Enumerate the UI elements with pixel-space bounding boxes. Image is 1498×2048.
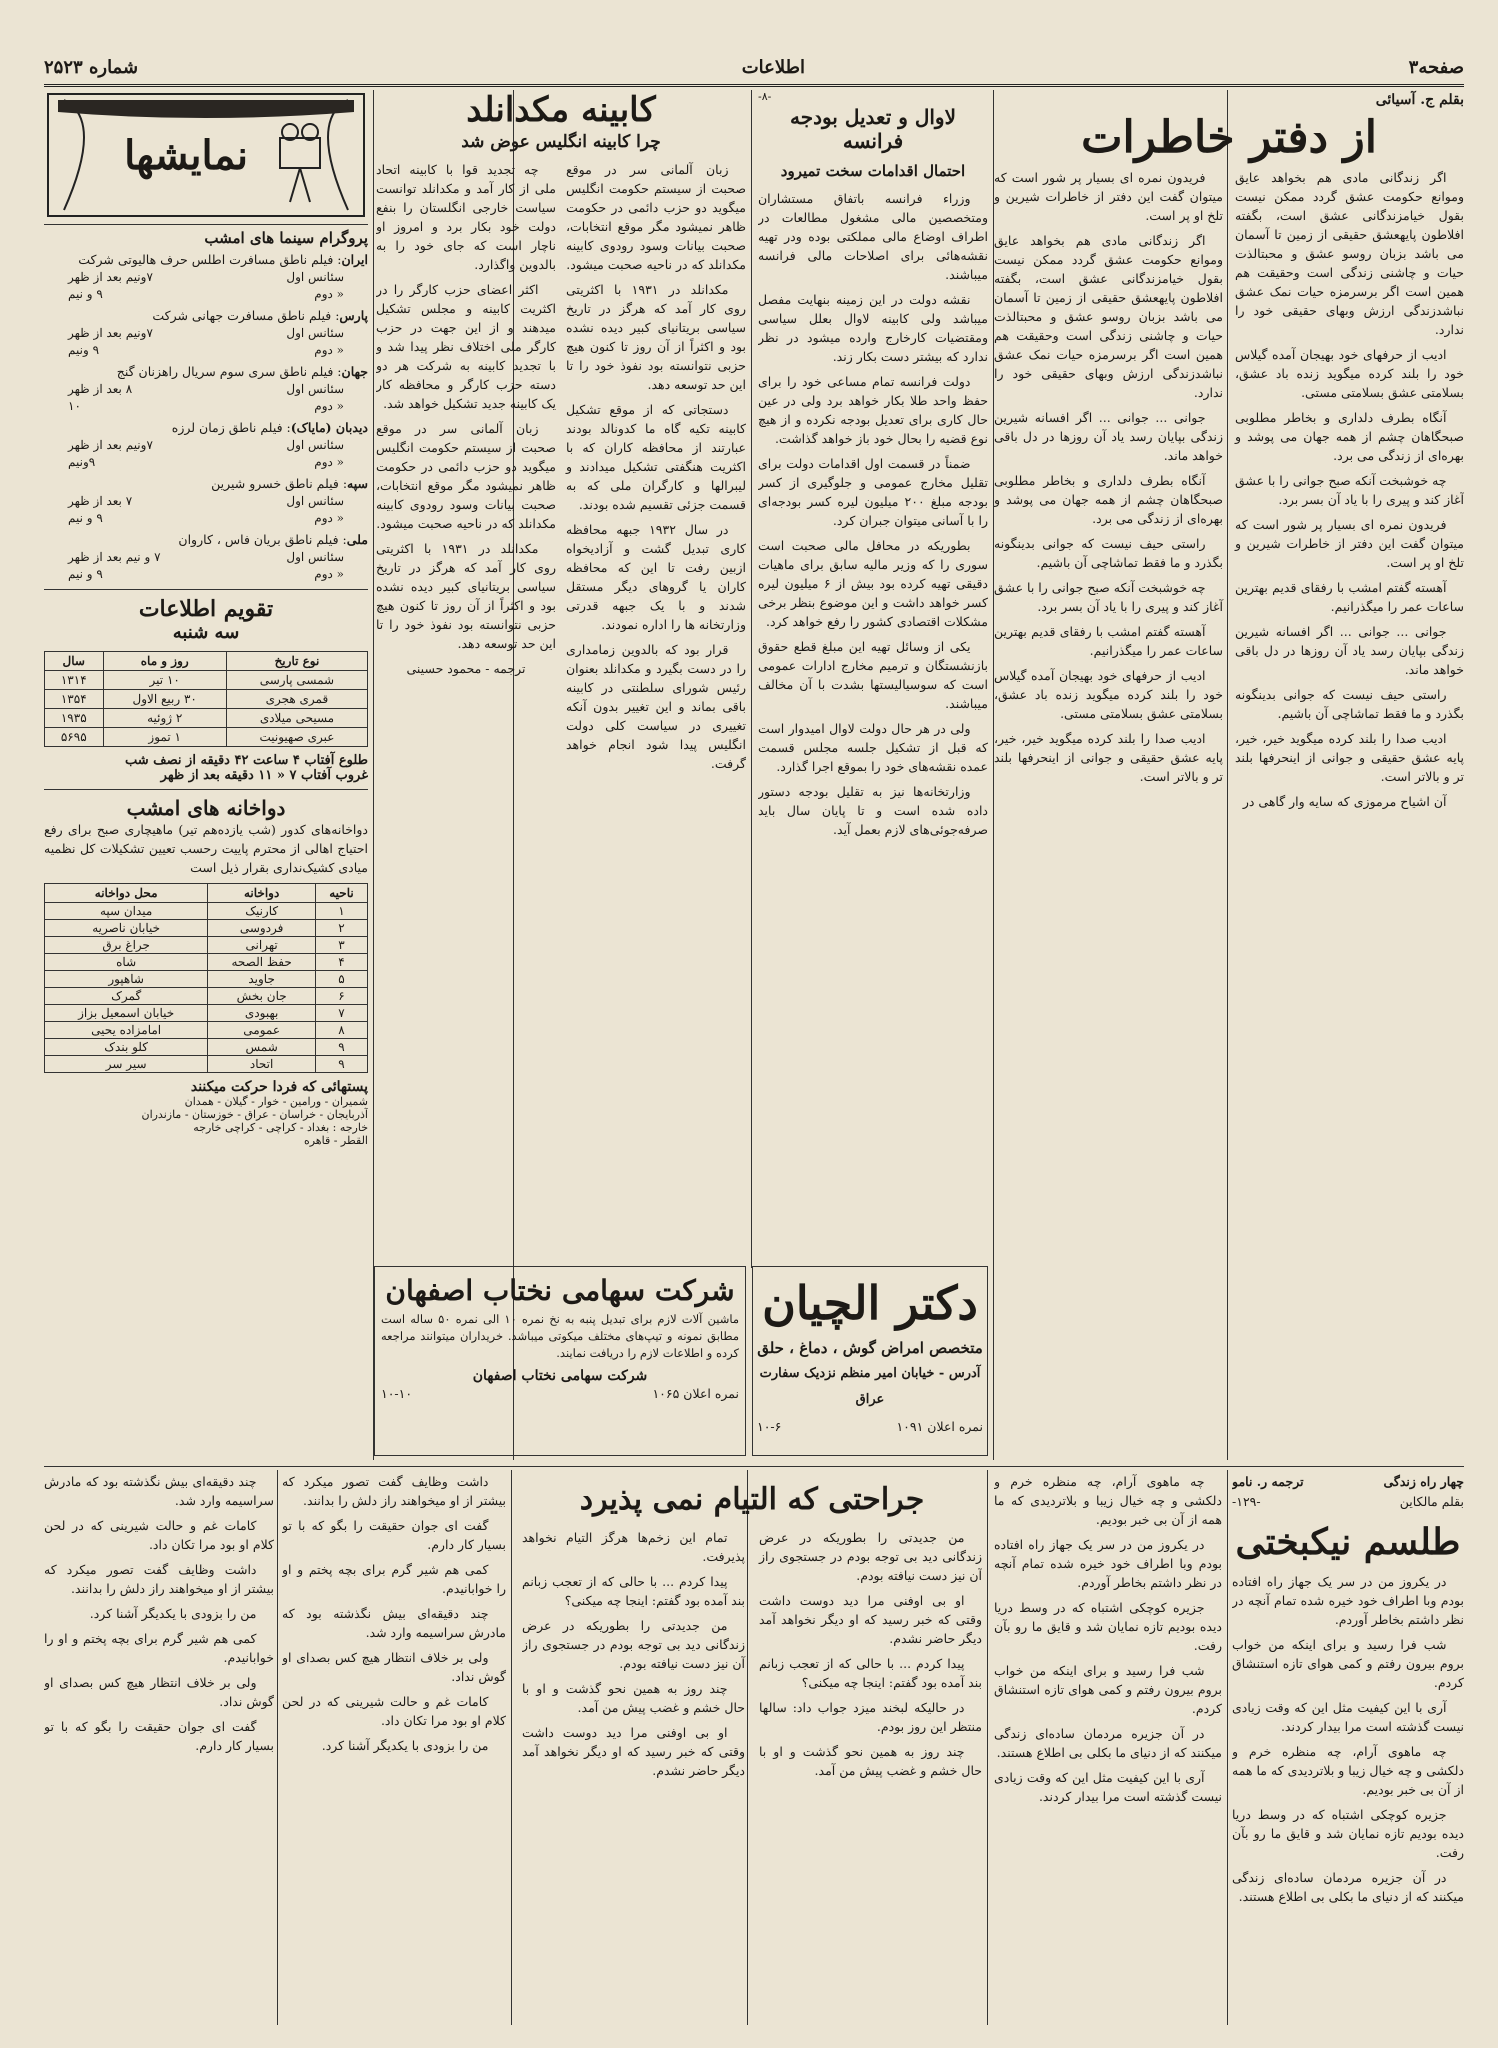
misc-paragraph: من را بزودی با یکدیگر آشنا کرد. xyxy=(321,1738,489,1753)
table-cell: شاهپور xyxy=(45,971,208,988)
table-cell: شمسی پارسی xyxy=(226,671,367,690)
table-row xyxy=(45,709,368,728)
serial-story-continued xyxy=(994,1472,1222,2022)
cinema-name: ملی xyxy=(346,532,368,547)
sunset: غروب آفتاب ۷ « ۱۱ دقیقه بعد از ظهر xyxy=(160,768,368,783)
memoir-paragraph: آهسته گفتم امشب با رفقای قدیم بهترین ساعات عمر را میگذرانیم. xyxy=(994,624,1223,658)
serial-paragraph: شب فرا رسید و برای اینکه من خواب بروم بیرون رفتم و کمی هوای تازه استنشاق کردم. xyxy=(1232,1637,1464,1690)
memoir-paragraph: چه خوشبخت آنکه صبح جوانی را با عشق آغاز کند و پیری را با یاد آن بسر برد. xyxy=(1235,473,1464,507)
continued-text xyxy=(282,1472,506,2022)
cinema-heading: پروگرام سینما های امشب xyxy=(204,229,368,247)
showtime-value: ۷ بعد از ظهر xyxy=(68,494,133,508)
memoir-paragraph: آنگاه بطرف دلداری و بخاطر مطلوبی صبحگاهان چشم از همه جهان می پوشد و بهره‌ای از زندگی می برد. xyxy=(994,473,1223,526)
calendar-day: سه شنبه xyxy=(172,622,240,643)
cabinet-article xyxy=(376,90,746,1260)
cabinet-subtitle: چرا کابینه انگلیس عوض شد xyxy=(461,132,661,152)
pharmacy-intro: دواخانه‌های کدور (شب یازده‌هم تیر) ماهیچاری صبح برای رفع احتیاج اهالی از محترم پاییت رحسب تعیین تشکیلات کل نظمیه میادی کشیک‌نداری بقرار ذیل است xyxy=(44,822,368,875)
showtime-value: ۷ونیم بعد از ظهر xyxy=(68,326,153,340)
showtime-label: سئانس اول xyxy=(286,326,344,340)
table-cell: فردوسی xyxy=(208,920,316,937)
memoir-byline: بقلم ج. آسیائی xyxy=(1375,92,1464,108)
serial-paragraph: در یکروز من در سر یک جهاز راه افتاده بودم وبا اطراف خود خیره شده تمام آنچه در نظر داشتم بخاطر آوردم. xyxy=(994,1537,1222,1590)
table-cell: جراغ برق xyxy=(45,937,208,954)
misc-paragraph: داشت وظایف گفت تصور میکرد که بیشتر از او میخواهند راز دلش را بدانند. xyxy=(44,1562,274,1596)
table-cell: بهبودی xyxy=(208,1005,316,1022)
table-cell: شاه xyxy=(45,954,208,971)
misc-paragraph: من را بزودی با یکدیگر آشنا کرد. xyxy=(89,1606,257,1621)
page-header xyxy=(44,50,1464,87)
surgery-paragraph: من جدیدتی را بطوریکه در عرض زندگانی دید بی توجه بودم در جستجوی راز آن نیز دست نیافته بودم. xyxy=(522,1618,745,1671)
showtime-value: ۷ونیم بعد از ظهر xyxy=(68,438,153,452)
showtime-label: سئانس اول xyxy=(286,382,344,396)
surgery-paragraph: چند روز به همین نحو گذشت و او با حال خشم و غضب پیش من آمد. xyxy=(759,1744,982,1778)
table-cell: ۱ تموز xyxy=(103,728,226,747)
budget-paragraph: دولت فرانسه تمام مساعی خود را برای حفظ واحد طلا بکار خواهد برد ولی در عین حال کاری برای تعدیل بودجه نکرده و از هیچ نوع قضیه را بحال خود باز خواهد گذاشت. xyxy=(758,374,988,446)
divider xyxy=(44,224,368,225)
surgery-paragraph: تمام این زخم‌ها هرگز التیام نخواهد پذیرفت. xyxy=(522,1530,745,1564)
cinema-film: فیلم ناطق خسرو شیرین xyxy=(211,476,339,491)
cinema-film: فیلم ناطق مسافرت اطلس حرف هالیوتی شرکت xyxy=(78,252,334,267)
table-cell: قمری هجری xyxy=(226,690,367,709)
serial-paragraph: در آن جزیره مردمان ساده‌ای زندگی میکنند که از دنیای ما بکلی بی اطلاع هستند. xyxy=(994,1726,1222,1760)
cabinet-paragraph: زبان آلمانی سر در موقع صحبت از سیستم حکومت انگلیس میگوید دو حزب دائمی در حکومت ظاهر نمیشود مگر موقع انتخابات، صحبت بیانات وسود رودوی کابینه مکدانلد که در ناحیه صحبت میشود. xyxy=(566,162,746,272)
calendar-heading: تقویم اطلاعات xyxy=(138,596,274,622)
showtime-value: ۷ونیم بعد از ظهر xyxy=(68,270,153,284)
serial-paragraph: آری با این کیفیت مثل این که وقت زیادی نیست گذشته است مرا بیدار کردند. xyxy=(1232,1700,1464,1734)
serial-paragraph: چه ماهوی آرام، چه منظره خرم و دلکشی و چه خیال زیبا و بلاتردیدی که ما همه از آن بی خبر بودیم. xyxy=(994,1474,1222,1527)
cinema-logo xyxy=(44,90,368,220)
table-cell: اتحاد xyxy=(208,1056,316,1073)
serial-translator: ترجمه ر. نامو xyxy=(1232,1474,1304,1489)
table-cell: جاوید xyxy=(208,971,316,988)
misc-paragraph: چند دقیقه‌ای بیش نگذشته بود که مادرش سراسیمه وارد شد. xyxy=(44,1474,274,1508)
cabinet-paragraph: در سال ۱۹۳۲ جبهه محافظه کاری تبدیل گشت و آزادیخواه ازبین رفت تا این که محافظه کاران یا گروهای دیگر مستقل شدند و با یک جبهه قدرتی وزارتخانه ها را اداره نمودند. xyxy=(566,522,746,632)
surgery-article xyxy=(522,1472,982,2022)
cinema-entry xyxy=(44,307,368,359)
continued-text-2 xyxy=(44,1472,274,2022)
memoir-paragraph: اگر زندگانی مادی هم بخواهد عایق وموانع حکومت عشق گردد ممکن نیست بقول خیامزندگانی عشق است، بگفته افلاطون پایهعشق حقیقی از زمین تا آسمان می باشد بزبان روسو عشق و محبتالذت حیات و چاشنی زندگی است وحقیقت هم همین است اگر برسرمزه حیات نمک عشق نباشدزندگی ارزش وبهای حقیقی خود را ندارد. xyxy=(1235,170,1464,337)
table-cell: سیر سر xyxy=(45,1056,208,1073)
cinema-entry xyxy=(44,251,368,303)
table-cell: ۱۹۳۵ xyxy=(45,709,104,728)
cinema-entry xyxy=(44,363,368,415)
pharmacy-header: دواخانه xyxy=(208,884,316,903)
cabinet-title: کابینه مکدانلد xyxy=(466,90,656,130)
doctor-ad-ref: نمره اعلان ۱۰۹۱ xyxy=(896,1419,983,1434)
doctor-ad xyxy=(752,1266,988,1456)
pharmacy-table xyxy=(44,883,368,1073)
cinema-entry xyxy=(44,531,368,583)
divider xyxy=(44,789,368,790)
cinema-film: فیلم ناطق بریان فاس ، کاروان xyxy=(178,532,339,547)
separator: : xyxy=(282,420,291,435)
table-cell: ۶ xyxy=(315,988,367,1005)
budget-paragraph: یکی از وسائل تهیه این مبلغ قطع حقوق بازنشستگان و ترمیم مخارج ادارات عمومی است که سوسیالیستها بشدت با آن مخالف میباشند. xyxy=(758,639,988,711)
table-cell: ۷ xyxy=(315,1005,367,1022)
memoir-paragraph: ادیب از حرفهای خود بهیجان آمده گیلاس خود را بلند کرده میگوید زنده باد عشق، بسلامتی عشق بسلامتی مستی. xyxy=(994,668,1223,721)
memoir-paragraph: آهسته گفتم امشب با رفقای قدیم بهترین ساعات عمر را میگذرانیم. xyxy=(1235,580,1464,614)
cinema-film: فیلم ناطق زمان لرزه xyxy=(171,420,283,435)
table-cell: ۸ xyxy=(315,1022,367,1039)
cabinet-paragraph: چه تجدید قوا با کابینه اتحاد ملی از کار آمد و مکدانلد توانست سیاست خارجی انگلستان را بنفع دولت خود بکار برد و امروز او ناچار است که جای خود را به بالدوین واگذارد. xyxy=(376,162,556,272)
table-cell: عمومی xyxy=(208,1022,316,1039)
section-divider xyxy=(44,1466,1464,1467)
table-cell: کلو بندک xyxy=(45,1039,208,1056)
surgery-paragraph: پیدا کردم ... با حالی که از تعجب زبانم بند آمده بود گفتم: اینجا چه میکنی؟ xyxy=(522,1574,745,1608)
pharmacy-header: محل دواخانه xyxy=(45,884,208,903)
showtime-label: سئانس اول xyxy=(286,438,344,452)
budget-paragraph: نقشه دولت در این زمینه بنهایت مفصل میباشد ولی کابینه لاوال بعلل سیاسی ومقتضیات کارخارج وارده میشود در نظر ندارد که بیشتر دست بکار زند. xyxy=(758,292,988,364)
budget-subtitle: احتمال اقدامات سخت تمیرود xyxy=(780,162,966,180)
showtime-label: « دوم xyxy=(314,399,344,413)
surgery-paragraph: من جدیدتی را بطوریکه در عرض زندگانی دید بی توجه بودم در جستجوی راز آن نیز دست نیافته بودم. xyxy=(759,1530,982,1583)
mail-heading: پستهائی که فردا حرکت میکنند xyxy=(190,1079,368,1095)
divider xyxy=(44,589,368,590)
table-cell: عبری صهیونیت xyxy=(226,728,367,747)
mail-line: شمیران - ورامین - خوار - گیلان - همدان xyxy=(184,1095,368,1108)
pharmacy-header: ناحیه xyxy=(315,884,367,903)
cabinet-paragraph: زبان آلمانی سر در موقع صحبت از سیستم حکومت انگلیس میگوید دو حزب دائمی در حکومت ظاهر نمیشود مگر موقع انتخابات، صحبت بیانات وسود رودوی کابینه مکدانلد که در ناحیه صحبت میشود. xyxy=(376,421,556,531)
table-cell: گمرک xyxy=(45,988,208,1005)
showtime-label: « دوم xyxy=(314,343,344,357)
misc-paragraph: داشت وظایف گفت تصور میکرد که بیشتر از او میخواهند راز دلش را بدانند. xyxy=(282,1474,506,1508)
cabinet-paragraph: مکدانلد در ۱۹۳۱ با اکثریتی روی کار آمد که هرگز در تاریخ سیاسی بریتانیای کبیر دیده نشده بود و اکثراً از آن روز تا کنون هیچ حزبی نتوانسته بود نفوذ خود را تا این حد توسعه دهد. xyxy=(376,541,556,651)
company-ad-ref2: ۱۰-۱۰ xyxy=(381,1386,413,1401)
serial-title: طلسم نیکبختی xyxy=(1235,1521,1461,1563)
table-cell: ۲ ژوئیه xyxy=(103,709,226,728)
column-rule xyxy=(277,1470,278,2025)
table-cell: ۳ xyxy=(315,937,367,954)
calendar-table xyxy=(44,651,368,747)
cinema-name: سپه xyxy=(347,476,368,491)
table-cell: ۱۳۵۴ xyxy=(45,690,104,709)
budget-paragraph: بطوریکه در محافل مالی صحبت است سوری را که وزیر مالیه سابق برای ماهیات دقیقی تهیه کرده بود بیش از ۶ میلیون لیره کسر خواهد داشت و این موضوع بنظر برخی مشکلات اقتصادی کشور را رفع خواهد کرد. xyxy=(758,538,988,629)
separator: : xyxy=(338,476,348,491)
calendar-header: نوع تاریخ xyxy=(226,652,367,671)
showtime-value: ۷ و نیم بعد از ظهر xyxy=(68,550,161,564)
budget-paragraph: ضمناً در قسمت اول اقدامات دولت برای تقلیل مخارج عمومی و جلوگیری از کسر بودجه مبلغ ۲۰۰ میلیون لیره کسر بودجه‌ای را با آسانی میتوان جبران کرد. xyxy=(758,456,988,528)
table-cell: ۳۰ ربیع الاول xyxy=(103,690,226,709)
table-row xyxy=(45,690,368,709)
column-rule xyxy=(751,90,752,1268)
budget-paragraph: وزراء فرانسه باتفاق مستشاران ومتخصصین مالی مشغول مطالعات در اطراف اوضاع مالی مملکتی بوده ودر تهیه نقشه‌هائی برای اصلاحات مالی فرانسه میباشند. xyxy=(758,191,988,282)
table-row xyxy=(45,903,368,920)
table-cell: ۵ xyxy=(315,971,367,988)
table-row xyxy=(45,920,368,937)
cinema-name: ایران xyxy=(341,252,368,267)
serial-number: -۱۲۹- xyxy=(1232,1494,1261,1509)
surgery-paragraph: او بی اوفنی مرا دید دوست داشت وقتی که خبر رسید که او دیگر نخواهد آمد دیگر حاضر نشدم. xyxy=(522,1725,745,1778)
memoir-paragraph: ادیب صدا را بلند کرده میگوید خیر، خیر، پایه عشق حقیقی و جوانی از اینحرفها بلند تر و بالاتر است. xyxy=(994,731,1223,784)
table-cell: ۴ xyxy=(315,954,367,971)
showtime-value: ۱۰ xyxy=(68,399,81,413)
serial-story xyxy=(1232,1472,1464,2022)
showtime-value: ۸ بعد از ظهر xyxy=(68,382,133,396)
surgery-paragraph: او بی اوفنی مرا دید دوست داشت وقتی که خبر رسید که او دیگر نخواهد آمد دیگر حاضر نشدم. xyxy=(759,1593,982,1646)
table-cell: شمس xyxy=(208,1039,316,1056)
cabinet-paragraph: دستجاتی که از موقع تشکیل کابینه تکیه گاه ما کدونالد بودند عبارتند از محافظه کاران که با اکثریت هنگفتی تشکیل میدادند و لیبرالها و کارگران ملی که به قسمت جزئی تقسیم شده بودند. xyxy=(566,402,746,512)
column-rule xyxy=(511,1470,512,2025)
company-ad-ref: نمره اعلان ۱۰۶۵ xyxy=(652,1386,739,1401)
misc-paragraph: کمی هم شیر گرم برای بچه پختم و او را خوابانیدم. xyxy=(44,1631,274,1665)
company-ad xyxy=(374,1266,746,1456)
misc-paragraph: ولی بر خلاف انتظار هیچ کس بصدای او گوش نداد. xyxy=(282,1650,506,1684)
serial-paragraph: آری با این کیفیت مثل این که وقت زیادی نیست گذشته است مرا بیدار کردند. xyxy=(994,1770,1222,1804)
serial-paragraph: شب فرا رسید و برای اینکه من خواب بروم بیرون رفتم و کمی هوای تازه استنشاق کردم. xyxy=(994,1663,1222,1716)
cinema-logo-text: نمایشها xyxy=(124,132,248,179)
separator: : xyxy=(333,252,342,267)
cinema-film: فیلم ناطق سری سوم سریال راهزنان گنج xyxy=(116,364,334,379)
company-name: شرکت سهامی نختاب اصفهان xyxy=(385,1274,735,1307)
table-cell: تهرانی xyxy=(208,937,316,954)
showtime-value: ۹ و نیم xyxy=(68,511,103,525)
cinema-entry xyxy=(44,475,368,527)
memoir-paragraph: آنگاه بطرف دلداری و بخاطر مطلوبی صبحگاهان چشم از همه جهان می پوشد و بهره‌ای از زندگی می برد. xyxy=(1235,410,1464,463)
memoir-paragraph: ادیب از حرفهای خود بهیجان آمده گیلاس خود را بلند کرده میگوید زنده باد عشق، بسلامتی عشق بسلامتی مستی. xyxy=(1235,347,1464,400)
budget-paragraph: وزارتخانه‌ها نیز به تقلیل بودجه دستور داده شده است و تا پایان سال باید صرفه‌جوئی‌های لازم بعمل آید. xyxy=(758,784,988,837)
table-row xyxy=(45,971,368,988)
calendar-header: روز و ماه xyxy=(103,652,226,671)
showtime-label: سئانس اول xyxy=(286,270,344,284)
table-cell: خیابان اسمعیل بزاز xyxy=(45,1005,208,1022)
misc-paragraph: کمی هم شیر گرم برای بچه پختم و او را خوابانیدم. xyxy=(282,1562,506,1596)
doctor-specialty: متخصص امراض گوش ، دماغ ، حلق xyxy=(757,1339,983,1357)
table-row xyxy=(45,728,368,747)
company-sign: شرکت سهامی نختاب اصفهان xyxy=(472,1368,648,1384)
pharmacy-heading: دواخانه های امشب xyxy=(126,796,286,820)
memoir-paragraph: جوانی ... جوانی ... اگر افسانه شیرین زندگی بپایان رسد یاد آن روزها در دل باقی خواهد ماند. xyxy=(1235,624,1464,677)
cabinet-credit: ترجمه - محمود حسینی xyxy=(406,661,526,676)
memoir-title: از دفتر خاطرات xyxy=(1081,112,1377,163)
table-row xyxy=(45,937,368,954)
table-cell: خیابان ناصریه xyxy=(45,920,208,937)
memoir-closing: آن اشیاح مرموزی که سایه وار گاهی در xyxy=(1242,794,1447,809)
table-row xyxy=(45,988,368,1005)
column-rule xyxy=(987,1470,988,2025)
memoir-paragraph: فریدون نمره ای بسیار پر شور است که میتوان گفت این دفتر از خاطرات شیرین و تلخ او پر است. xyxy=(1235,517,1464,570)
showtime-value: ۹ ونیم xyxy=(68,343,100,357)
table-cell: جان بخش xyxy=(208,988,316,1005)
table-row xyxy=(45,954,368,971)
showtime-value: ۹ونیم xyxy=(68,455,96,469)
cinema-entry xyxy=(44,419,368,471)
page-number: صفحه۳ xyxy=(1408,56,1464,78)
table-cell: ۱ xyxy=(315,903,367,920)
table-cell: ۲ xyxy=(315,920,367,937)
memoir-paragraph: اگر زندگانی مادی هم بخواهد عایق وموانع حکومت عشق گردد ممکن نیست بقول خیامزندگانی عشق است، بگفته افلاطون پایهعشق حقیقی از زمین تا آسمان می باشد بزبان روسو عشق و محبتالذت حیات و چاشنی زندگی است وحقیقت هم همین است اگر برسرمزه حیات نمک عشق نباشدزندگی ارزش وبهای حقیقی خود را ندارد. xyxy=(994,233,1223,400)
sunrise: طلوع آفتاب ۴ ساعت ۴۲ دقیقه از نصف شب xyxy=(125,753,368,768)
calendar-header: سال xyxy=(45,652,104,671)
doctor-ad-ref2: ۱۰-۶ xyxy=(757,1419,782,1434)
table-row xyxy=(45,1056,368,1073)
cabinet-paragraph: مکدانلد در ۱۹۳۱ با اکثریتی روی کار آمد که هرگز در تاریخ سیاسی بریتانیای کبیر دیده نشده بود و اکثراً از آن روز تا کنون هیچ حزبی نتوانسته بود نفوذ خود را تا این حد توسعه دهد. xyxy=(566,282,746,392)
surgery-paragraph: در حالیکه لبخند میزد جواب داد: سالها منتظر این روز بودم. xyxy=(759,1700,982,1734)
cinema-name: پارس xyxy=(339,308,368,323)
serial-paragraph: جزیره کوچکی اشتباه که در وسط دریا دیده بودیم تازه نمایان شد و قایق ما رو بآن رفت. xyxy=(994,1600,1222,1653)
column-rule xyxy=(373,90,374,1460)
table-row xyxy=(45,1022,368,1039)
company-text: ماشین آلات لازم برای تبدیل پنبه به نخ نمره ۱۰ الی نمره ۵۰ ساله است مطابق نمونه و تیپ‌های مختلف میکوتی میباشد. خریداران میتوانند مراجعه کرده و اطلاعات لازم را دریافت نمایند. xyxy=(381,1312,739,1360)
misc-paragraph: ولی بر خلاف انتظار هیچ کس بصدای او گوش نداد. xyxy=(44,1675,274,1709)
serial-paragraph: در یکروز من در سر یک جهاز راه افتاده بودم وبا اطراف خود خیره شده تمام آنچه در نظر داشتم بخاطر آوردم. xyxy=(1232,1574,1464,1627)
mail-line: القطر - قاهره xyxy=(303,1134,368,1147)
memoir-paragraph: فریدون نمره ای بسیار پر شور است که میتوان گفت این دفتر از خاطرات شیرین و تلخ او پر است. xyxy=(994,170,1223,223)
misc-paragraph: گفت ای جوان حقیقت را بگو که با تو بسیار کار دارم. xyxy=(44,1719,274,1753)
memoir-paragraph: راستی حیف نیست که جوانی بدینگونه بگذرد و ما فقط تماشاچی آن باشیم. xyxy=(994,536,1223,570)
surgery-title: جراحتی که التیام نمی پذیرد xyxy=(579,1482,925,1517)
showtime-label: « دوم xyxy=(314,567,344,581)
newspaper-name: اطلاعات xyxy=(741,56,805,78)
column-rule xyxy=(1227,1470,1228,2025)
table-cell: مسیحی میلادی xyxy=(226,709,367,728)
misc-paragraph: چند دقیقه‌ای بیش نگذشته بود که مادرش سراسیمه وارد شد. xyxy=(282,1606,506,1640)
showtime-label: سئانس اول xyxy=(286,550,344,564)
newspaper-page xyxy=(44,50,1464,2025)
table-cell: ۹ xyxy=(315,1056,367,1073)
memoir-paragraph: جوانی ... جوانی ... اگر افسانه شیرین زندگی بپایان رسد یاد آن روزها در دل باقی خواهد ماند. xyxy=(994,410,1223,463)
table-cell: کارنیک xyxy=(208,903,316,920)
separator: : xyxy=(331,308,340,323)
separator: : xyxy=(338,532,347,547)
budget-title: لاوال و تعدیل بودجه فرانسه xyxy=(789,105,956,153)
surgery-paragraph: چند روز به همین نحو گذشت و او با حال خشم و غضب پیش من آمد. xyxy=(522,1681,745,1715)
memoir-paragraph: ادیب صدا را بلند کرده میگوید خیر، خیر، پایه عشق حقیقی و جوانی از اینحرفها بلند تر و بالاتر است. xyxy=(1235,731,1464,784)
article-mark: -۸- xyxy=(758,90,772,103)
cabinet-paragraph: قرار بود که بالدوین زمامداری را در دست بگیرد و مکدانلد بعنوان رئیس شورای سلطنتی در کابینه باقی بماند و این تغییر بدون آنکه تغییری در سیاست کلی دولت انگلیس پیدا شود انجام خواهد گرفت. xyxy=(566,642,746,771)
issue-number: شماره ۲۵۲۳ xyxy=(44,56,139,78)
memoir-paragraph: راستی حیف نیست که جوانی بدینگونه بگذرد و ما فقط تماشاچی آن باشیم. xyxy=(1235,687,1464,721)
misc-paragraph: کامات غم و حالت شیرینی که در لحن کلام او بود مرا تکان داد. xyxy=(282,1694,506,1728)
cabinet-paragraph: اکثر اعضای حزب کارگر را در اکثریت کابینه و مجلس تشکیل میدهند و از این جهت در حزب کارگر ملی اختلاف نظر پیدا شد و با تجدید کابینه به شرکت هر دو دسته حزب کارگر و محافظه کار یک کابینه جدید تشکیل خواهد شد. xyxy=(376,282,556,411)
serial-paragraph: جزیره کوچکی اشتباه که در وسط دریا دیده بودیم تازه نمایان شد و قایق ما رو بآن رفت. xyxy=(1232,1807,1464,1860)
cinema-film: فیلم ناطق مسافرت جهانی شرکت xyxy=(152,308,332,323)
table-cell: میدان سپه xyxy=(45,903,208,920)
serial-paragraph: در آن جزیره مردمان ساده‌ای زندگی میکنند که از دنیای ما بکلی بی اطلاع هستند. xyxy=(1232,1870,1464,1904)
showtime-label: « دوم xyxy=(314,455,344,469)
serial-author: بقلم مالکاین xyxy=(1399,1494,1464,1509)
showtime-label: « دوم xyxy=(314,511,344,525)
table-cell: ۱۰ تیر xyxy=(103,671,226,690)
table-row xyxy=(45,1005,368,1022)
doctor-address: آدرس - خیابان امیر منظم نزدیک سفارت عراق xyxy=(759,1366,981,1407)
memoir-paragraph: چه خوشبخت آنکه صبح جوانی را با عشق آغاز کند و پیری را با یاد آن بسر برد. xyxy=(994,580,1223,614)
serial-section: چهار راه زندگی xyxy=(1383,1474,1464,1489)
budget-paragraph: ولی در هر حال دولت لاوال امیدوار است که قبل از تشکیل جلسه مجلس قسمت عمده نقشه‌های خود را بموقع اجرا گذارد. xyxy=(758,721,988,774)
table-cell: ۱۳۱۴ xyxy=(45,671,104,690)
misc-paragraph: گفت ای جوان حقیقت را بگو که با تو بسیار کار دارم. xyxy=(282,1518,506,1552)
mail-line: آذربایجان - خراسان - عراق - خوزستان - مازندران xyxy=(141,1108,368,1121)
cinema-name: جهان xyxy=(341,364,368,379)
showtime-label: سئانس اول xyxy=(286,494,344,508)
serial-paragraph: چه ماهوی آرام، چه منظره خرم و دلکشی و چه خیال زیبا و بلاتردیدی که ما همه از آن بی خبر بودیم. xyxy=(1232,1744,1464,1797)
table-cell: ۵۶۹۵ xyxy=(45,728,104,747)
table-row xyxy=(45,1039,368,1056)
misc-paragraph: کامات غم و حالت شیرینی که در لحن کلام او بود مرا تکان داد. xyxy=(44,1518,274,1552)
memoir-article xyxy=(994,90,1464,1460)
sidebar xyxy=(44,90,368,1460)
surgery-paragraph: پیدا کردم ... با حالی که از تعجب زبانم بند آمده بود گفتم: اینجا چه میکنی؟ xyxy=(759,1656,982,1690)
table-cell: حفظ الصحه xyxy=(208,954,316,971)
table-cell: امامزاده یحیی xyxy=(45,1022,208,1039)
table-row xyxy=(45,671,368,690)
showtime-label: « دوم xyxy=(314,287,344,301)
showtime-value: ۹ و نیم xyxy=(68,567,103,581)
doctor-name: دکتر الچیان xyxy=(762,1276,978,1330)
table-cell: ۹ xyxy=(315,1039,367,1056)
showtime-value: ۹ و نیم xyxy=(68,287,103,301)
budget-article xyxy=(758,90,988,1260)
cinema-name: دیدبان (مایاک) xyxy=(290,420,368,435)
separator: : xyxy=(333,364,342,379)
mail-line: خارجه : بغداد - کراچی - کراچی خارجه xyxy=(193,1121,368,1134)
cinema-list xyxy=(44,251,368,583)
